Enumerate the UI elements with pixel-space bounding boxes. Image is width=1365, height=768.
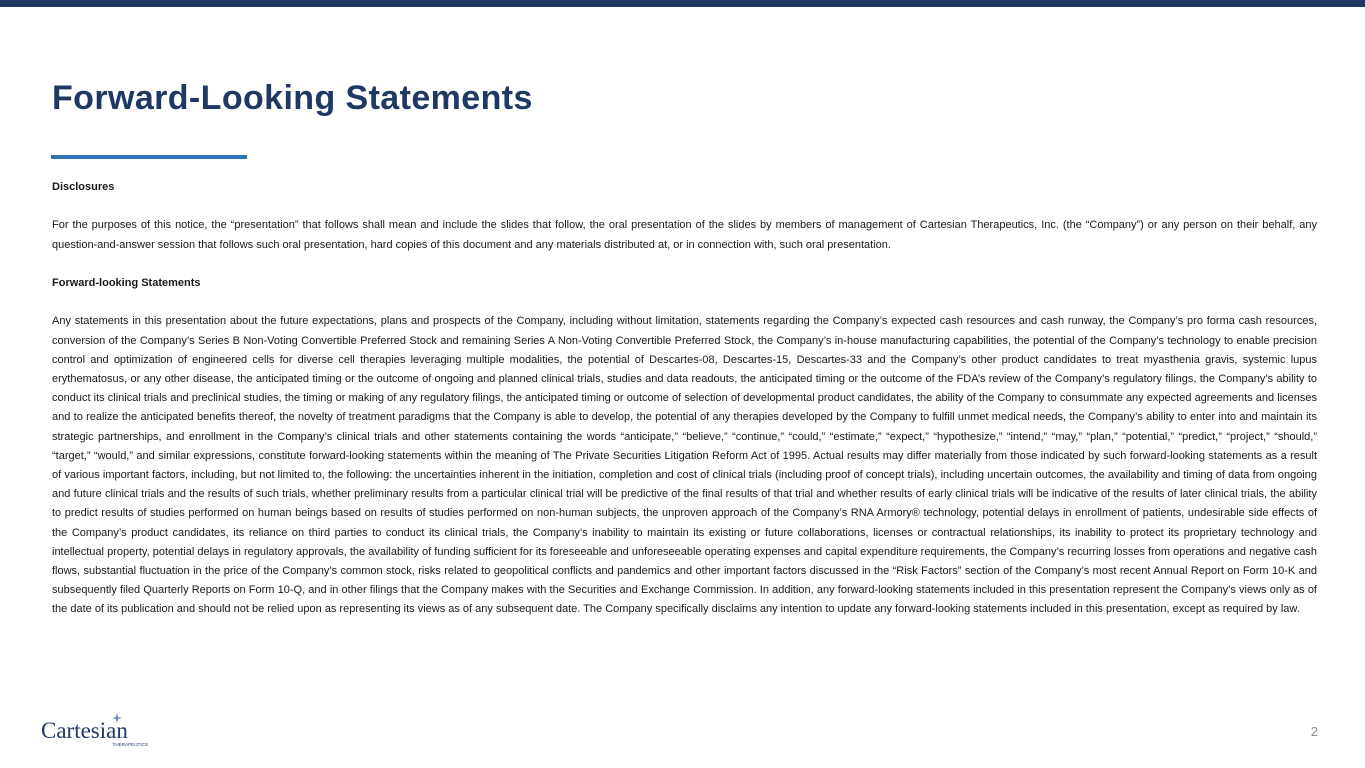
cartesian-logo xyxy=(40,712,152,748)
logo-subtitle: THERAPEUTICS xyxy=(112,742,148,747)
title-underline xyxy=(51,155,247,159)
page-title: Forward-Looking Statements xyxy=(52,79,533,117)
forward-looking-heading: Forward-looking Statements xyxy=(52,276,201,289)
slide-content xyxy=(52,178,1317,620)
logo-wordmark: Cartesian xyxy=(41,718,128,743)
disclosures-paragraph: For the purposes of this notice, the “presentation” that follows shall mean and include the slides that follow, the oral presentation of the slides by members of management of Cartesian Therapeutics, Inc. (the “Company”) or any person on their behalf, any question-and-answer session that follows such oral presentation, hard copies of this document and any materials distributed at, or in connection with, such oral presentation. xyxy=(52,219,1317,251)
page-number: 2 xyxy=(1310,724,1318,739)
top-accent-bar xyxy=(0,0,1365,7)
forward-looking-paragraph: Any statements in this presentation about the future expectations, plans and prospects of the Company, including without limitation, statements regarding the Company’s expected cash resources and cash runway, the Company’s pro forma cash resources, conversion of the Company’s Series B Non-Voting Convertible Preferred Stock and remaining Series A Non-Voting Convertible Preferred Stock, the Company’s in-house manufacturing capabilities, the potential of the Company’s technology to enable precision control and optimization of engineered cells for diverse cell therapies leveraging multiple modalities, the potential of Descartes-08, Descartes-15, Descartes-33 and the Company’s other product candidates to treat myasthenia gravis, systemic lupus erythematosus, or any other disease, the anticipated timing or the outcome of ongoing and planned clinical trials, studies and data readouts, the anticipated timing or the outcome of the FDA’s review of the Company’s regulatory filings, the Company’s ability to conduct its clinical trials and preclinical studies, the timing or making of any regulatory filings, the anticipated timing or outcome of selection of developmental product candidates, the ability of the Company to consummate any expected agreements and licenses and to realize the anticipated benefits thereof, the novelty of treatment paradigms that the Company is able to develop, the potential of any therapies developed by the Company to fulfill unmet medical needs, the Company’s ability to enter into and maintain its strategic partnerships, and enrollment in the Company’s clinical trials and other statements containing the words “anticipate,” “believe,” “continue,” “could,” “estimate,” “expect,” “hypothesize,” “intend,” “may,” “plan,” “potential,” “predict,” “project,” “should,” “target,” “would,” and similar expressions, constitute forward-looking statements within the meaning of The Private Securities Litigation Reform Act of 1995. Actual results may differ materially from those indicated by such forward-looking statements as a result of various important factors, including, but not limited to, the following: the uncertainties inherent in the initiation, completion and cost of clinical trials (including proof of concept trials), including uncertain outcomes, the availability and timing of data from ongoing and future clinical trials and the results of such trials, whether preliminary results from a particular clinical trial will be predictive of the final results of that trial and whether results of early clinical trials will be indicative of the results of later clinical trials, the ability to predict results of studies performed on human beings based on results of studies performed on non-human subjects, the unproven approach of the Company’s RNA Armory® technology, potential delays in enrollment of patients, undesirable side effects of the Company’s product candidates, its reliance on third parties to conduct its clinical trials, the Company’s inability to maintain its existing or future collaborations, licenses or contractual relationships, its inability to protect its proprietary technology and intellectual property, potential delays in regulatory approvals, the availability of funding sufficient for its foreseeable and unforeseeable operating expenses and capital expenditure requirements, the Company’s recurring losses from operations and negative cash flows, substantial fluctuation in the price of the Company’s common stock, risks related to geopolitical conflicts and pandemics and other important factors discussed in the “Risk Factors” section of the Company’s most recent Annual Report on Form 10-K and subsequently filed Quarterly Reports on Form 10-Q, and in other filings that the Company makes with the Securities and Exchange Commission. In addition, any forward-looking statements included in this presentation represent the Company’s views only as of the date of its publication and should not be relied upon as representing its views as of any subsequent date. The Company specifically disclaims any intention to update any forward-looking statements included in this presentation, except as required by law. xyxy=(52,315,1317,616)
disclosures-heading: Disclosures xyxy=(52,181,115,193)
